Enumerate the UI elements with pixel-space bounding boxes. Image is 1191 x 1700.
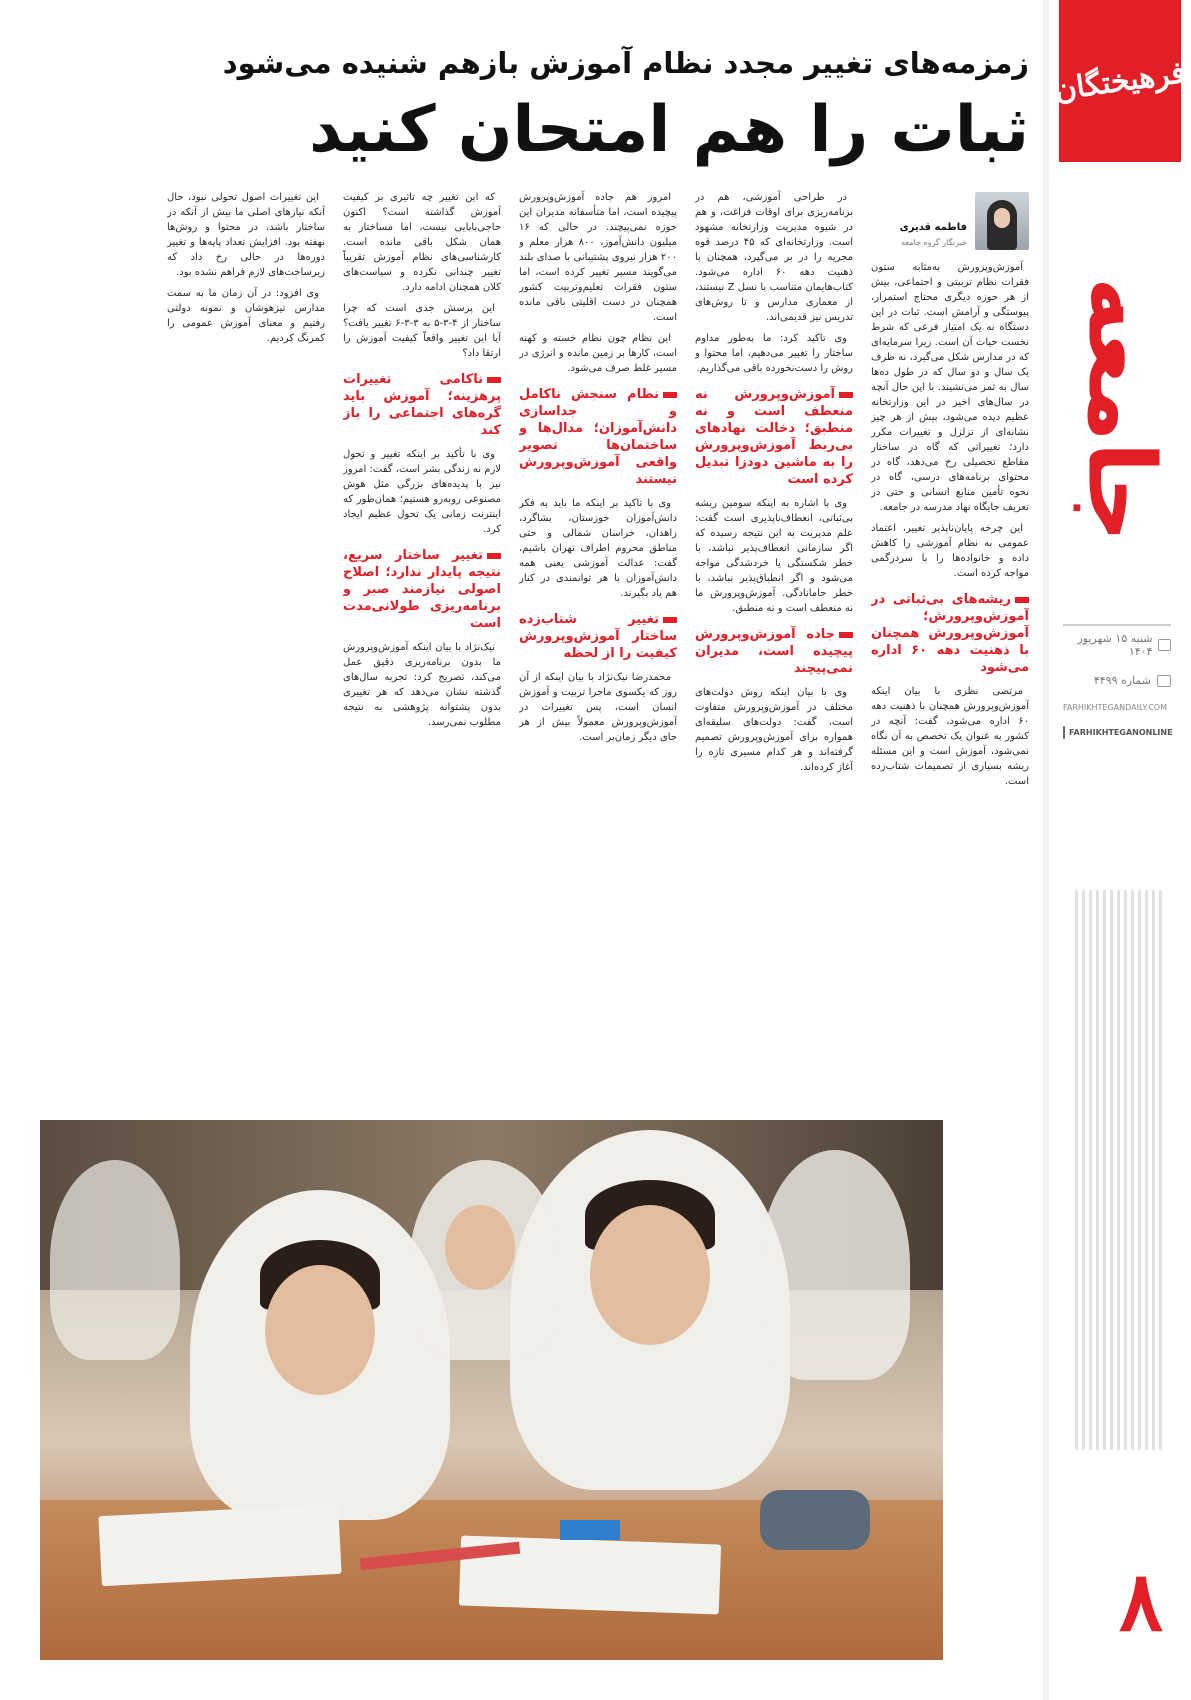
notebook: [98, 1504, 341, 1586]
social-handle-text: FARHIKHTEGANONLINE: [1069, 728, 1173, 737]
student-scarf: [50, 1160, 180, 1360]
paragraph: وی با تأکید بر اینکه تغییر و تحول لازم نه زندگی بشر است، گفت: امروز نیز با پدیده‌های بزرگی مثل هوش مصنوعی روبه‌رو هستیم؛ همان‌طور که اینترنت زمانی یک تحول عظیم ایجاد کرد.: [343, 449, 501, 535]
subhead-bar-icon: [487, 377, 501, 383]
sidebar: [1049, 0, 1191, 1700]
subheading: [519, 386, 677, 488]
subhead-bar-icon: [1015, 597, 1029, 603]
column-2: [695, 190, 853, 1120]
author-photo: [975, 192, 1029, 250]
paragraph: نیک‌نژاد با بیان اینکه آموزش‌وپرورش ما بدون برنامه‌ریزی دقیق عمل می‌کند، تصریح کرد: تجربه سال‌های گذشته نشان می‌دهد که هر تغییری بدون پشتوانه پژوهشی به نتیجه مطلوب نمی‌رسد.: [343, 642, 501, 728]
paragraph: مرتضی نظری با بیان اینکه آموزش‌وپرورش همچنان با ذهنیت دهه ۶۰ اداره می‌شود، گفت: آنچه در کشور به عنوان یک تخصص به آن نگاه نمی‌شود، آموزش است و این مسئله ریشه بسیاری از تصمیمات شتاب‌زده است.: [871, 686, 1029, 787]
subheading: [343, 547, 501, 632]
author-byline: [871, 190, 1029, 250]
date-row: [1063, 632, 1171, 658]
column-4: [343, 190, 501, 1120]
paragraph: در طراحی آموزشی، هم در برنامه‌ریزی برای اوقات فراغت، و هم در شیوه مدیریت وزارتخانه مشهود است. وزارتخانه‌ای که ۴۵ درصد قوه مجریه را در بر می‌گیرد، همچنان با ذهنیت دهه ۶۰ اداره می‌شود. کتاب‌هایمان متناسب با نسل Z نیستند، از معماری مدارس و تا روش‌های تدریس نیز قدیمی‌اند.: [695, 192, 853, 323]
subhead-text: آموزش‌وپرورش نه منعطف است و نه منطبق؛ دخالت نهادهای بی‌ربط آموزش‌وپرورش را به ماشین دودزا تبدیل کرده است: [695, 387, 853, 487]
paragraph: امروز هم جاده آموزش‌وپرورش پیچیده است، اما متأسفانه مدیران این حوزه نمی‌پیچند. در حالی که ۱۶ میلیون دانش‌آموز، ۸۰۰ هزار معلم و ۲۰۰ هزار نیروی پشتیبانی با صدای بلند می‌گویند مسیر تغییر کرده است، اما ستون فقرات تعلیم‌وتربیت کشور همچنان در دست اقلیتی باقی مانده است.: [519, 192, 677, 323]
pencil-case: [760, 1490, 870, 1550]
column-divider: [1043, 0, 1049, 1700]
paragraph: آموزش‌وپرورش به‌مثابه ستون فقرات نظام تربیتی و اجتماعی، بیش از هر حوزه دیگری محتاج استمرار، پیوستگی و آرامش است. ثبات در این دستگاه نه یک امتیاز فرعی که شرط نخست حیات آن است. زیرا سرمایه‌ای که در مدارس شکل می‌گیرد، نه ظرف یک سال و دو سال که در طول ده‌ها سال به ثمر می‌نشیند. با این حال آنچه در سال‌های اخیر در این وزارتخانه عظیم دیده می‌شود، بیش از هر چیز نشانه‌ای از تزلزل و تغییرات مکرر دارد؛ تغییراتی که گاه در ساختار مقاطع تحصیلی رخ می‌دهد، گاه در محتوای برنامه‌های درسی، گاه در نحوه تأمین منابع انسانی و حتی در تعریف جایگاه نهاد مدرسه در جامعه.: [871, 262, 1029, 513]
subhead-text: تغییر شتاب‌زده ساختار آموزش‌وپرورش کیفیت را از لحظه: [519, 612, 677, 661]
section-name: جامعه: [1067, 277, 1175, 543]
kicker: زمزمه‌های تغییر مجدد نظام آموزش بازهم شنیده می‌شود: [222, 46, 1029, 80]
subheading: [343, 371, 501, 439]
issue-meta: [1063, 632, 1171, 739]
article-body: [169, 190, 1029, 1120]
classroom-photo: [40, 1120, 943, 1660]
subheading: [695, 386, 853, 488]
headline: ثبات را هم امتحان کنید: [309, 93, 1029, 167]
blue-block: [560, 1520, 620, 1540]
subhead-text: ریشه‌های بی‌ثباتی در آموزش‌وپرورش؛ آموزش‌وپرورش همچنان با ذهنیت دهه ۶۰ اداره می‌شود: [871, 592, 1029, 675]
paragraph: این چرخه پایان‌ناپذیر تغییر، اعتماد عمومی به نظام آموزشی را کاهش داده و خانواده‌ها را با سردرگمی مواجه کرده است.: [871, 523, 1029, 579]
subhead-text: نظام سنجش ناکامل و جداسازی دانش‌آموزان؛ مدال‌ها و ساختمان‌ها تصویر واقعی آموزش‌وپرورش نیستند: [519, 387, 677, 487]
column-3: [519, 190, 677, 1120]
student-face: [590, 1205, 710, 1345]
calendar-icon: [1158, 639, 1171, 651]
author-name: فاطمه قدیری: [899, 222, 967, 233]
issue-date: شنبه ۱۵ شهریور ۱۴۰۴: [1077, 632, 1153, 658]
page-number: ۸: [1118, 1554, 1163, 1650]
paragraph: محمدرضا نیک‌نژاد با بیان اینکه از آن روز که یکسوی ماجرا تربیت و آموزش انسان است، پس تغییرات در آموزش‌وپرورش معمولاً بیش از هر جای دیگر زمان‌بر است.: [519, 672, 677, 743]
paragraph: این نظام چون نظام خسته و کهنه است، کارها بر زمین مانده و انرژی در مسیر غلط صرف می‌شود.: [519, 333, 677, 374]
paragraph: این پرسش جدی است که چرا ساختار از ۴-۳-۵ به ۳-۳-۶ تغییر یافت؟ آیا این تغییر واقعاً کیفیت آموزش را ارتقا داد؟: [343, 303, 501, 359]
subhead-text: تغییر ساختار سریع، نتیجه پایدار ندارد؛ اصلاح اصولی نیازمند صبر و برنامه‌ریزی طولانی‌مدت است: [343, 548, 501, 631]
decorative-stripes: [1075, 890, 1163, 1450]
subhead-bar-icon: [663, 617, 677, 623]
subhead-bar-icon: [839, 632, 853, 638]
divider: [1063, 624, 1171, 626]
issue-row: [1063, 674, 1171, 687]
newspaper-icon: [1157, 675, 1171, 687]
subhead-bar-icon: [487, 553, 501, 559]
brand-logo: فرهیختگان: [1052, 54, 1188, 108]
instagram-icon: [1063, 726, 1065, 739]
author-text: [900, 220, 967, 250]
social-handle[interactable]: [1063, 726, 1171, 739]
paragraph: وی با اشاره به اینکه سومین ریشه بی‌ثباتی، انعطاف‌ناپذیری است گفت: علم مدیریت به این نتیجه رسیده که اگر سازمانی انعطاف‌پذیر نباشد، با خطر شکستگی یا خردشدگی مواجه می‌شود و اگر انطباق‌پذیر نباشد، با خطر جامانادگی. آموزش‌وپرورش ما نه منعطف است و نه منطبق.: [695, 498, 853, 614]
brand-box[interactable]: [1052, 0, 1188, 162]
column-1: [871, 190, 1029, 1120]
paragraph: وی افزود: در آن زمان ما به سمت مدارس تیزهوشان و نمونه دولتی رفتیم و معنای آموزش عمومی را کمرنگ کردیم.: [167, 288, 325, 344]
website-link[interactable]: FARHIKHTEGANDAILY.COM: [1063, 703, 1167, 712]
issue-number: شماره ۴۴۹۹: [1093, 674, 1151, 687]
subhead-bar-icon: [839, 392, 853, 398]
paragraph: این تغییرات اصول تحولی نبود، حال آنکه نیازهای اصلی ما بیش از آنکه در ساختار باشد، در محتوا و روش‌ها نهفته بود. افزایش تعداد پایه‌ها و تغییر دوره‌ها در حالی رخ داد که زیرساخت‌های لازم فراهم نشده بود.: [167, 192, 325, 278]
subheading: [871, 591, 1029, 676]
subhead-text: جاده آموزش‌وپرورش پیچیده است، مدیران نمی‌پیچند: [695, 627, 853, 676]
paragraph: که این تغییر چه تاثیری بر کیفیت آموزش گذاشته است؟ اکنون حاجی‌بابایی نیست، اما مساختار به همان شکل باقی مانده است. کارشناسی‌های نظام آموزش تقریباً تغییر چندانی نکرده و سیاست‌های کلان همچنان ادامه دارد.: [343, 192, 501, 293]
section-label: [1067, 270, 1175, 550]
column-5: [167, 190, 325, 1120]
student-face: [445, 1205, 515, 1290]
headline-area: [129, 38, 1029, 167]
subhead-text: ناکامی تغییرات پرهزینه؛ آموزش باید گره‌های اجتماعی را باز کند: [343, 372, 501, 438]
paragraph: وی تاکید کرد: ما به‌طور مداوم ساختار را تغییر می‌دهیم، اما محتوا و روش را دست‌نخورده باقی می‌گذاریم.: [695, 333, 853, 374]
subheading: [519, 611, 677, 662]
author-role: خبرنگار گروه جامعه: [901, 238, 967, 247]
student-face: [265, 1265, 375, 1395]
paragraph: وی با بیان اینکه روش دولت‌های مختلف در آموزش‌وپرورش متفاوت است، گفت: دولت‌های سلیقه‌ای همواره برای آموزش‌وپرورش تصمیم گرفته‌اند و هر کدام مسیری تازه را آغاز کرده‌اند.: [695, 687, 853, 773]
paragraph: وی با تاکید بر اینکه ما باید به فکر دانش‌آموزان خوزستان، بشاگرد، زاهدان، خراسان شمالی و حتی مناطق محروم اطراف تهران باشیم، گفت: عدالت آموزشی یعنی همه دانش‌آموزان با هر توانمندی در کنار هم یاد بگیرند.: [519, 498, 677, 599]
subhead-bar-icon: [663, 392, 677, 398]
student-scarf: [760, 1150, 910, 1380]
subheading: [695, 626, 853, 677]
